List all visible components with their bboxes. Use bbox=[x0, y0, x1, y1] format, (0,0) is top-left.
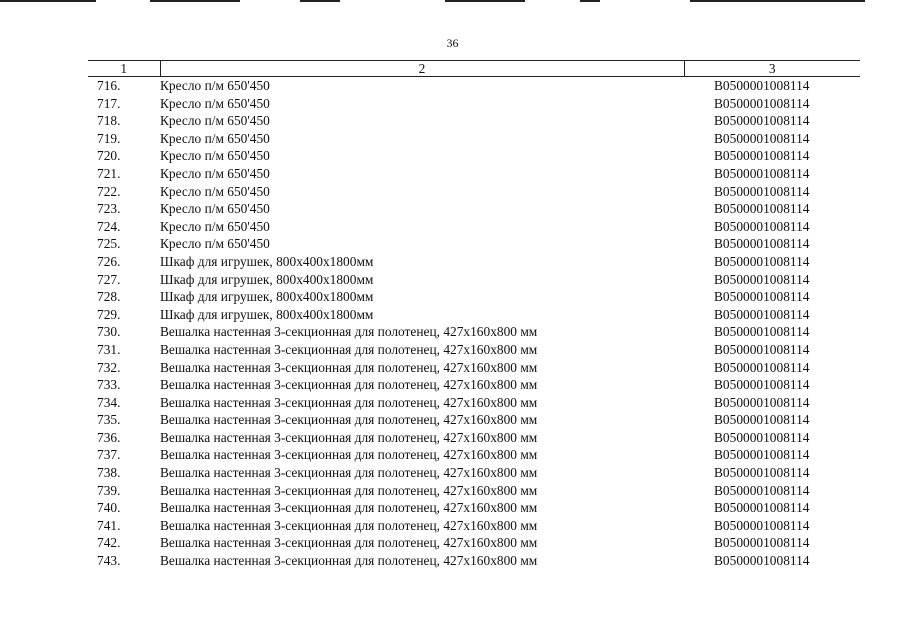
item-name: Шкаф для игрушек, 800х400х1800мм bbox=[160, 289, 374, 305]
inventory-code: В0500001008114 bbox=[714, 148, 810, 164]
scan-edge-line bbox=[150, 0, 240, 2]
table-row bbox=[88, 95, 860, 113]
inventory-code: В0500001008114 bbox=[714, 271, 810, 287]
row-number: 717. bbox=[97, 95, 121, 111]
table-row bbox=[88, 200, 860, 218]
row-number: 718. bbox=[97, 113, 121, 129]
inventory-code: В0500001008114 bbox=[714, 78, 810, 93]
row-number: 724. bbox=[97, 218, 121, 234]
table-row bbox=[88, 376, 860, 394]
row-number: 740. bbox=[97, 500, 121, 516]
row-number: 735. bbox=[97, 412, 121, 428]
header-row bbox=[88, 61, 860, 77]
table-row bbox=[88, 359, 860, 377]
inventory-code: В0500001008114 bbox=[714, 482, 810, 498]
table-row bbox=[88, 411, 860, 429]
column-header-1: 1 bbox=[88, 61, 160, 77]
table-row bbox=[88, 218, 860, 236]
table-row bbox=[88, 341, 860, 359]
item-name: Вешалка настенная 3-секционная для полотенец, 427х160х800 мм bbox=[160, 359, 538, 375]
scan-edge-line bbox=[690, 0, 865, 2]
inventory-code: В0500001008114 bbox=[714, 183, 810, 199]
inventory-code: В0500001008114 bbox=[714, 324, 810, 340]
row-number: 728. bbox=[97, 289, 121, 305]
row-number: 726. bbox=[97, 253, 121, 269]
row-number: 741. bbox=[97, 517, 121, 533]
table-row bbox=[88, 77, 860, 95]
table-body bbox=[88, 77, 860, 570]
inventory-code: В0500001008114 bbox=[714, 429, 810, 445]
item-name: Кресло п/м 650'450 bbox=[160, 165, 270, 181]
item-name: Шкаф для игрушек, 800х400х1800мм bbox=[160, 253, 374, 269]
column-header-3: 3 bbox=[684, 61, 860, 77]
row-number: 729. bbox=[97, 306, 121, 322]
scan-edge-line bbox=[445, 0, 525, 2]
item-name: Вешалка настенная 3-секционная для полотенец, 427х160х800 мм bbox=[160, 447, 538, 463]
row-number: 730. bbox=[97, 324, 121, 340]
item-name: Вешалка настенная 3-секционная для полотенец, 427х160х800 мм bbox=[160, 500, 538, 516]
table-row bbox=[88, 253, 860, 271]
row-number: 719. bbox=[97, 130, 121, 146]
inventory-code: В0500001008114 bbox=[714, 201, 810, 217]
item-name: Вешалка настенная 3-секционная для полотенец, 427х160х800 мм bbox=[160, 517, 538, 533]
item-name: Вешалка настенная 3-секционная для полотенец, 427х160х800 мм bbox=[160, 377, 538, 393]
item-name: Вешалка настенная 3-секционная для полотенец, 427х160х800 мм bbox=[160, 465, 538, 481]
item-name: Вешалка настенная 3-секционная для полотенец, 427х160х800 мм bbox=[160, 412, 538, 428]
scan-edge-line bbox=[580, 0, 600, 2]
inventory-code: В0500001008114 bbox=[714, 359, 810, 375]
scan-edge-line bbox=[300, 0, 340, 2]
inventory-code: В0500001008114 bbox=[714, 412, 810, 428]
table-row bbox=[88, 165, 860, 183]
column-header-2: 2 bbox=[160, 61, 684, 77]
item-name: Кресло п/м 650'450 bbox=[160, 78, 270, 93]
row-number: 716. bbox=[97, 78, 121, 93]
row-number: 736. bbox=[97, 429, 121, 445]
inventory-code: В0500001008114 bbox=[714, 517, 810, 533]
item-name: Кресло п/м 650'450 bbox=[160, 148, 270, 164]
item-name: Кресло п/м 650'450 bbox=[160, 95, 270, 111]
row-number: 721. bbox=[97, 165, 121, 181]
row-number: 737. bbox=[97, 447, 121, 463]
row-number: 739. bbox=[97, 482, 121, 498]
table-row bbox=[88, 271, 860, 289]
table-row bbox=[88, 534, 860, 552]
inventory-code: В0500001008114 bbox=[714, 218, 810, 234]
table-row bbox=[88, 323, 860, 341]
item-name: Вешалка настенная 3-секционная для полотенец, 427х160х800 мм bbox=[160, 324, 538, 340]
item-name: Вешалка настенная 3-секционная для полотенец, 427х160х800 мм bbox=[160, 429, 538, 445]
inventory-code: В0500001008114 bbox=[714, 95, 810, 111]
table-row bbox=[88, 482, 860, 500]
table-row bbox=[88, 394, 860, 412]
inventory-code: В0500001008114 bbox=[714, 447, 810, 463]
table-row bbox=[88, 112, 860, 130]
item-name: Кресло п/м 650'450 bbox=[160, 236, 270, 252]
inventory-code: В0500001008114 bbox=[714, 165, 810, 181]
table-row bbox=[88, 552, 860, 570]
inventory-code: В0500001008114 bbox=[714, 289, 810, 305]
page-number: 36 bbox=[446, 36, 459, 50]
table-row bbox=[88, 517, 860, 535]
row-number: 731. bbox=[97, 341, 121, 357]
row-number: 743. bbox=[97, 553, 121, 569]
item-name: Кресло п/м 650'450 bbox=[160, 130, 270, 146]
row-number: 732. bbox=[97, 359, 121, 375]
table-row bbox=[88, 288, 860, 306]
item-name: Вешалка настенная 3-секционная для полотенец, 427х160х800 мм bbox=[160, 482, 538, 498]
inventory-code: В0500001008114 bbox=[714, 130, 810, 146]
table-row bbox=[88, 429, 860, 447]
row-number: 725. bbox=[97, 236, 121, 252]
inventory-code: В0500001008114 bbox=[714, 113, 810, 129]
inventory-table bbox=[88, 60, 860, 570]
row-number: 734. bbox=[97, 394, 121, 410]
row-number: 723. bbox=[97, 201, 121, 217]
row-number: 722. bbox=[97, 183, 121, 199]
table-row bbox=[88, 235, 860, 253]
inventory-code: В0500001008114 bbox=[714, 253, 810, 269]
item-name: Вешалка настенная 3-секционная для полотенец, 427х160х800 мм bbox=[160, 535, 538, 551]
row-number: 720. bbox=[97, 148, 121, 164]
scan-edge-line bbox=[0, 0, 96, 2]
row-number: 733. bbox=[97, 377, 121, 393]
table-row bbox=[88, 464, 860, 482]
item-name: Кресло п/м 650'450 bbox=[160, 218, 270, 234]
inventory-code: В0500001008114 bbox=[714, 306, 810, 322]
inventory-code: В0500001008114 bbox=[714, 500, 810, 516]
item-name: Кресло п/м 650'450 bbox=[160, 183, 270, 199]
inventory-code: В0500001008114 bbox=[714, 394, 810, 410]
inventory-code: В0500001008114 bbox=[714, 341, 810, 357]
row-number: 727. bbox=[97, 271, 121, 287]
table-row bbox=[88, 147, 860, 165]
item-name: Кресло п/м 650'450 bbox=[160, 113, 270, 129]
table-row bbox=[88, 130, 860, 148]
item-name: Кресло п/м 650'450 bbox=[160, 201, 270, 217]
inventory-code: В0500001008114 bbox=[714, 553, 810, 569]
table-row bbox=[88, 306, 860, 324]
item-name: Вешалка настенная 3-секционная для полотенец, 427х160х800 мм bbox=[160, 553, 538, 569]
item-name: Вешалка настенная 3-секционная для полотенец, 427х160х800 мм bbox=[160, 394, 538, 410]
table-row bbox=[88, 446, 860, 464]
table-row bbox=[88, 183, 860, 201]
item-name: Вешалка настенная 3-секционная для полотенец, 427х160х800 мм bbox=[160, 341, 538, 357]
inventory-code: В0500001008114 bbox=[714, 236, 810, 252]
item-name: Шкаф для игрушек, 800х400х1800мм bbox=[160, 271, 374, 287]
item-name: Шкаф для игрушек, 800х400х1800мм bbox=[160, 306, 374, 322]
inventory-code: В0500001008114 bbox=[714, 535, 810, 551]
inventory-code: В0500001008114 bbox=[714, 465, 810, 481]
table-header bbox=[88, 61, 860, 77]
row-number: 738. bbox=[97, 465, 121, 481]
row-number: 742. bbox=[97, 535, 121, 551]
inventory-code: В0500001008114 bbox=[714, 377, 810, 393]
table-row bbox=[88, 499, 860, 517]
